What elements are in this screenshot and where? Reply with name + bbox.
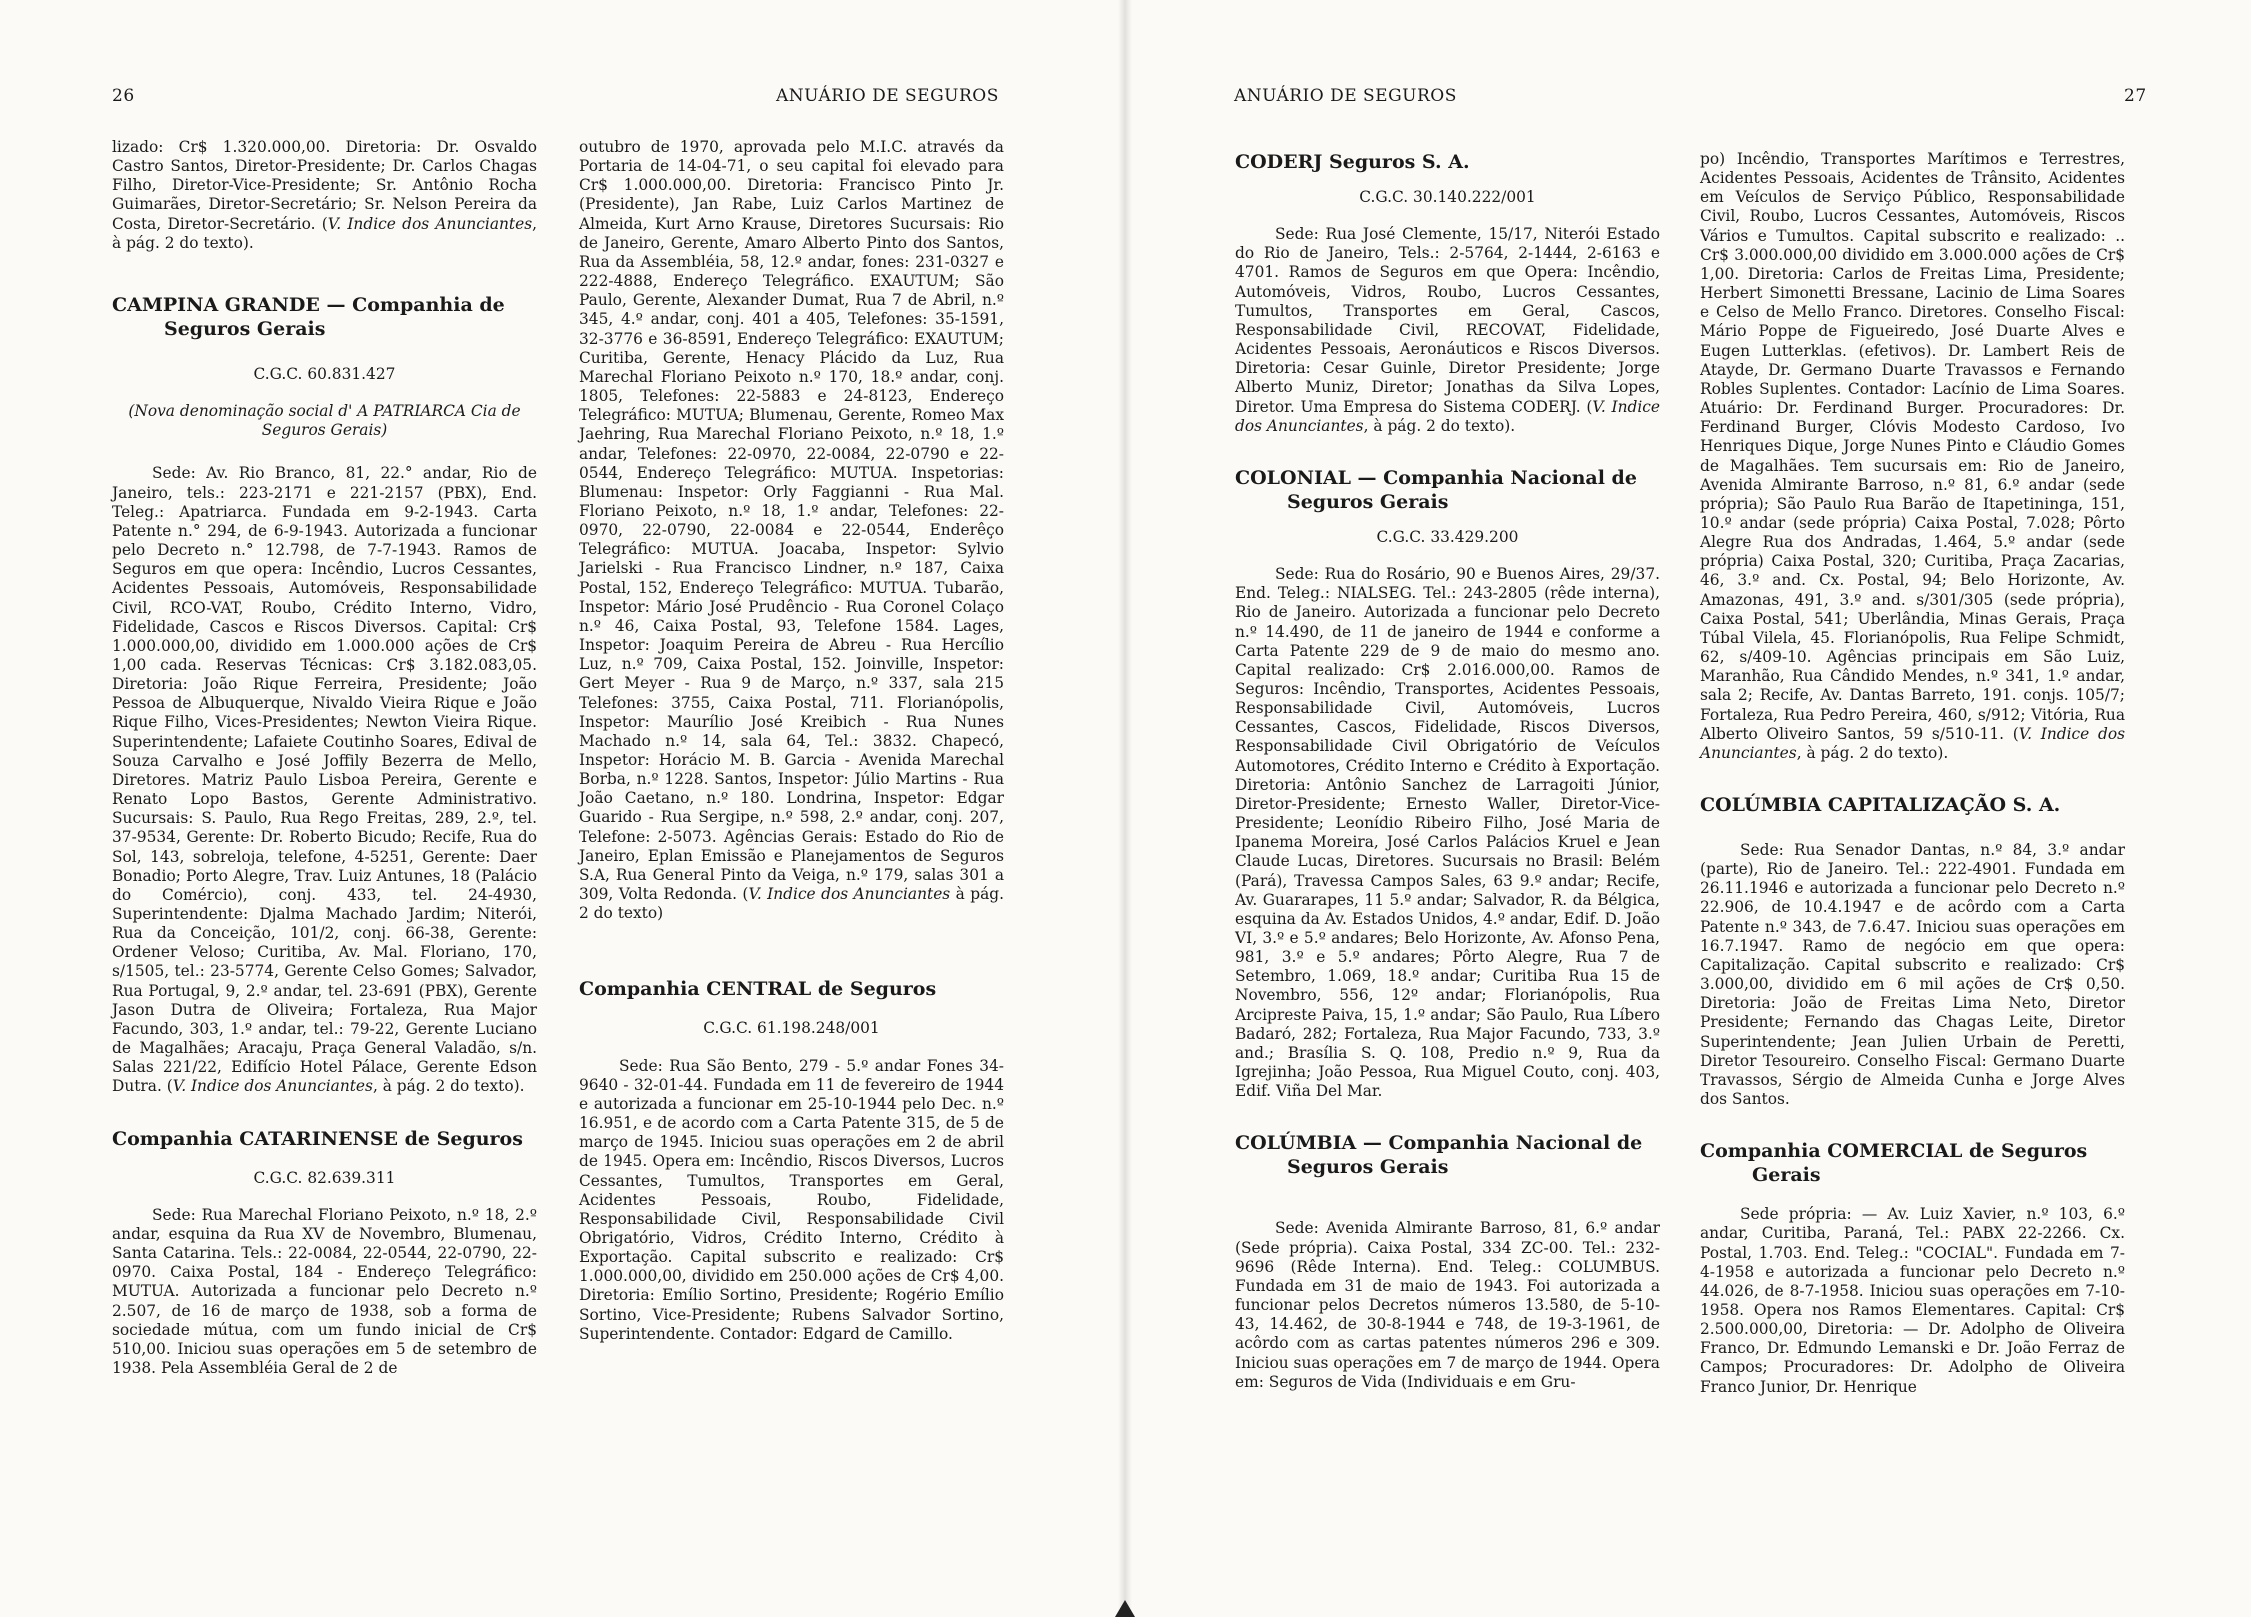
entry-heading-central: Companhia CENTRAL de Seguros xyxy=(579,978,937,1001)
page-number-left: 26 xyxy=(112,86,135,106)
right-page xyxy=(1125,0,2251,1617)
entry-heading-comercial: Companhia COMERCIAL de Seguros Gerais xyxy=(1700,1140,2088,1187)
running-head-right: ANUÁRIO DE SEGUROS xyxy=(1234,86,1457,106)
entry-continuation-catarinense: outubro de 1970, aprovada pelo M.I.C. através da Portaria de 14-04-71, o seu capital foi elevado para Cr$ 1.000.000,00. Diretoria: Francisco Pinto Jr. (Presidente), Jan Rabe, Luiz Carlos Martinez de Almeida, Kurt Arno Krause, Diretores Sucursais: Rio de Janeiro, Gerente, Amaro Alberto Pinto dos Santos, Rua da Assembléia, 58, 12.º andar, fones: 231-0327 e 222-4888, Endereço Telegráfico. EXAUTUM; São Paulo, Gerente, Alexander Dumat, Rua 7 de Abril, n.º 345, 4.º andar, conj. 401 a 405, Telefones: 35-1591, 32-3776 e 36-8591, Endereço Telegráfico: EXAUTUM; Curitiba, Gerente, Henacy Plácido da Luz, Rua Marechal Floriano Peixoto n.º 170, 18.º andar, conj. 1805, Telefones: 22-5883 e 24-8123, Endereço Telegráfico: MUTUA; Blumenau, Gerente, Romeo Max Jaehring, Rua Marechal Floriano Peixoto, n.º 18, 1.º andar, Telefones: 22-0970, 22-0084, 22-0790 e 22-0544, Endereço Telegráfico: MUTUA. Inspetorias: Blumenau: Inspetor: Orly Faggianni - Rua Mal. Floriano Peixoto, n.º 18, 1.º andar, Telefones: 22-0970, 22-0790, 22-0084 e 22-0544, Enderêço Telegráfico: MUTUA. Joacaba, Inspetor: Sylvio Jarielski - Rua Francisco Lindner, n.º 187, Caixa Postal, 152, Endereço Telegráfico: MUTUA. Tubarão, Inspetor: Mário José Prudêncio - Rua Coronel Colaço n.º 46, Caixa Postal, 93, Telefone 1584. Lages, Inspetor: Joaquim Pereira de Abreu - Rua Hercílio Luz, n.º 709, Caixa Postal, 152. Joinville, Inspetor: Gert Meyer - Rua 9 de Março, n.º 337, sala 215 Telefones: 3755, Caixa Postal, 711. Florianópolis, Inspetor: Maurílio José Kreibich - Rua Nunes Machado n.º 14, sala 64, Tel.: 3832. Chapecó, Inspetor: Horácio M. B. Garcia - Avenida Marechal Borba, n.º 1228. Santos, Inspetor: Júlio Martins - Rua João Caetano, n.º 180. Londrina, Inspetor: Edgar Guarido - Rua Sergipe, n.º 598, 2.º andar, conj. 207, Telefone: 2-5073. Agências Gerais: Estado do Rio de Janeiro, Eplan Emissão e Planejamentos de Seguros S.A, Rua General Pinto da Veiga, n.º 179, salas 301 a 309, Volta Redonda. (V. Indice dos Anunciantes à pág. 2 do texto) xyxy=(579,138,1004,923)
entry-body-columbia-capitalizacao: Sede: Rua Senador Dantas, n.º 84, 3.º andar (parte), Rio de Janeiro. Tel.: 222-4901. Fundada em 26.11.1946 e autorizada a funcionar pelo Decreto n.º 22.906, de 10.4.1947 e de acôrdo com a Carta Patente n.º 343, de 7.6.47. Iniciou suas operações em 16.7.1947. Ramo de negócio em que opera: Capitalização. Capital subscrito e realizado: Cr$ 3.000,00, dividido em 6 mil ações de Cr$ 0,50. Diretoria: João de Freitas Lima Neto, Diretor Presidente; Fernando das Chagas Leite, Diretor Superintendente; Jean Julien Urbain de Peretti, Diretor Tesoureiro. Conselho Fiscal: Germano Duarte Travassos, Sérgio de Almeida Cunha e Jorge Alves dos Santos. xyxy=(1700,841,2125,1109)
entry-continuation: lizado: Cr$ 1.320.000,00. Diretoria: Dr. Osvaldo Castro Santos, Diretor-Presidente; Dr. Carlos Chagas Filho, Diretor-Vice-Presidente; Sr. Antônio Rocha Guimarães, Diretor-Secretário; Sr. Nelson Pereira da Costa, Diretor-Secretário. (V. Indice dos Anunciantes, à pág. 2 do texto). xyxy=(112,138,537,252)
entry-heading-catarinense: Companhia CATARINENSE de Seguros xyxy=(112,1127,523,1150)
running-head-left: ANUÁRIO DE SEGUROS xyxy=(776,86,999,106)
left-column-1 xyxy=(112,138,537,1378)
left-column-2 xyxy=(579,138,1004,1344)
cgc-colonial: C.G.C. 33.429.200 xyxy=(1376,527,1519,546)
entry-body-comercial: Sede própria: — Av. Luiz Xavier, n.º 103, 6.º andar, Curitiba, Paraná, Tel.: PABX 22-2266. Cx. Postal, 1.703. End. Teleg.: "COCIAL". Fundada em 7-4-1958 e autorizada a funcionar pelo Decreto n.º 44.026, de 8-7-1958. Iniciou suas operações em 7-10-1958. Opera nos Ramos Elementares. Capital: Cr$ 2.500.000,00, Diretoria: — Dr. Adolpho de Oliveira Franco, Dr. Edmundo Lemanski e Dr. João Ferraz de Campos; Procuradores: Dr. Adolpho de Oliveira Franco Junior, Dr. Henrique xyxy=(1700,1205,2125,1396)
entry-heading-coderj: CODERJ Seguros S. A. xyxy=(1235,151,1470,173)
entry-body-catarinense: Sede: Rua Marechal Floriano Peixoto, n.º 18, 2.º andar, esquina da Rua XV de Novembro, Blumenau, Santa Catarina. Tels.: 22-0084, 22-0544, 22-0790, 22-0970. Caixa Postal, 184 - Endereço Telegráfico: MUTUA. Autorizada a funcionar pelo Decreto n.º 2.507, de 16 de março de 1938, sob a forma de sociedade mútua, com um fundo inicial de Cr$ 510,00. Iniciou suas operações em 5 de setembro de 1938. Pela Assembléia Geral de 2 de xyxy=(112,1205,537,1377)
right-column-2 xyxy=(1700,150,2125,1397)
entry-body-campina-grande: Sede: Av. Rio Branco, 81, 22.° andar, Rio de Janeiro, tels.: 223-2171 e 221-2157 (PBX), End. Teleg.: Apatriarca. Fundada em 9-2-1943. Carta Patente n.° 294, de 6-9-1943. Autorizada a funcionar pelo Decreto n.° 12.798, de 7-7-1943. Ramos de Seguros em que opera: Incêndio, Lucros Cessantes, Acidentes Pessoais, Automóveis, Responsabilidade Civil, RCO-VAT, Roubo, Crédito Interno, Vidro, Fidelidade, Cascos e Riscos Diversos. Capital: Cr$ 1.000.000,00, dividido em 1.000.000 ações de Cr$ 1,00 cada. Reservas Técnicas: Cr$ 3.182.083,05. Diretoria: João Rique Ferreira, Presidente; João Pessoa de Albuquerque, Nivaldo Vieira Rique e João Rique Filho, Vices-Presidentes; Newton Vieira Rique. Superintendente; Lafaiete Coutinho Soares, Edival de Souza Carvalho e José Joffily Bezerra de Mello, Diretores. Matriz Paulo Lisboa Pereira, Gerente e Renato Lopo Bastos, Gerente Administrativo. Sucursais: S. Paulo, Rua Rego Freitas, 289, 2.º, tel. 37-9534, Gerente: Dr. Roberto Bicudo; Recife, Rua do Sol, 143, sobreloja, telefone, 4-5251, Gerente: Daer Bonadio; Porto Alegre, Trav. Luiz Antunes, 18 (Palácio do Comércio), conj. 433, tel. 24-4930, Superintendente: Djalma Machado Jardim; Niterói, Rua da Conceição, 101/2, conj. 66-38, Gerente: Ordener Veloso; Curitiba, Av. Mal. Floriano, 170, s/1505, tel.: 23-5774, Gerente Celso Gomes; Salvador, Rua Portugal, 9, 2.º andar, tel. 23-691 (PBX), Gerente Jason Dutra de Oliveira; Fortaleza, Rua Major Facundo, 303, 1.º andar, tel.: 79-22, Gerente Luciano de Magalhães; Aracaju, Praça General Valadão, s/n. Salas 221/22, Edifício Hotel Pálace, Gerente Edson Dutra. (V. Indice dos Anunciantes, à pág. 2 do texto). xyxy=(112,464,537,1096)
left-page xyxy=(0,0,1125,1617)
entry-heading-columbia: COLÚMBIA — Companhia Nacional de Seguros Gerais xyxy=(1235,1132,1643,1179)
entry-body-coderj: Sede: Rua José Clemente, 15/17, Niterói Estado do Rio de Janeiro, Tels.: 2-5764, 2-1444, 2-6163 e 4701. Ramos de Seguros em que Opera: Incêndio, Automóveis, Vidros, Roubo, Lucros Cessantes, Tumultos, Transportes em Geral, Cascos, Responsabilidade Civil, RECOVAT, Fidelidade, Acidentes Pessoais, Aeronáuticos e Riscos Diversos. Diretoria: Cesar Guinle, Diretor Presidente; Jorge Alberto Muniz, Diretor; Jonathas da Silva Lopes, Diretor. Uma Empresa do Sistema CODERJ. (V. Indice dos Anunciantes, à pág. 2 do texto). xyxy=(1235,225,1661,435)
entry-heading-columbia-capitalizacao: COLÚMBIA CAPITALIZAÇÃO S. A. xyxy=(1700,794,2061,816)
entry-heading-campina-grande: CAMPINA GRANDE — Companhia de Seguros Gerais xyxy=(112,293,505,340)
right-column-1 xyxy=(1235,150,1660,1392)
cgc-campina-grande: C.G.C. 60.831.427 xyxy=(253,364,396,383)
cgc-catarinense: C.G.C. 82.639.311 xyxy=(253,1168,396,1187)
cgc-coderj: C.G.C. 30.140.222/001 xyxy=(1359,188,1536,206)
entry-heading-colonial: COLONIAL — Companhia Nacional de Seguros Gerais xyxy=(1235,466,1637,513)
page-number-right: 27 xyxy=(2124,86,2147,106)
entry-body-central: Sede: Rua São Bento, 279 - 5.º andar Fones 34-9640 - 32-01-44. Fundada em 11 de fevereiro de 1944 e autorizada a funcionar em 25-10-1944 pelo Dec. n.º 16.951, e de acordo com a Carta Patente 315, de 5 de março de 1945. Iniciou suas operações em 2 de abril de 1945. Opera em: Incêndio, Riscos Diversos, Lucros Cessantes, Tumultos, Transportes em Geral, Acidentes Pessoais, Roubo, Fidelidade, Responsabilidade Civil, Responsabilidade Civil Obrigatório, Vidros, Crédito Interno, Crédito à Exportação. Capital subscrito e realizado: Cr$ 1.000.000,00, dividido em 250.000 ações de Cr$ 4,00. Diretoria: Emílio Sortino, Presidente; Rogério Emílio Sortino, Vice-Presidente; Rubens Salvador Sortino, Superintendente. Contador: Edgard de Camillo. xyxy=(579,1056,1004,1343)
entry-continuation-columbia: po) Incêndio, Transportes Marítimos e Terrestres, Acidentes Pessoais, Acidentes de Trânsito, Acidentes em Veículos de Serviço Público, Responsabilidade Civil, Roubo, Lucros Cessantes, Automóveis, Riscos Vários e Tumultos. Capital subscrito e realizado: .. Cr$ 3.000.000,00 dividido em 3.000.000 ações de Cr$ 1,00. Diretoria: Carlos de Freitas Lima, Presidente; Herbert Simonetti Bressane, Lacinio de Lima Soares e Celso de Mello Franco. Diretores. Conselho Fiscal: Mário Poppe de Figueiredo, José Duarte Alves e Eugen Lutterklas. (efetivos). Dr. Lambert Reis de Atayde, Dr. Germano Duarte Travassos e Fernando Robles Suplentes. Contador: Lacínio de Lima Soares. Atuário: Dr. Ferdinand Burger. Procuradores: Dr. Ferdinand Burger, Clóvis Modesto Cardoso, Ivo Henriques Dique, Jorge Nunes Pinto e Cláudio Gomes de Magalhães. Tem sucursais em: Rio de Janeiro, Avenida Almirante Barroso, n.º 81, 6.º andar (sede própria); São Paulo Rua Barão de Itapetininga, 151, 10.º andar (sede própria) Caixa Postal, 7.028; Pôrto Alegre Rua dos Andradas, 1.464, 5.º andar (sede própria) Caixa Postal, 320; Curitiba, Praça Zacarias, 46, 3.º and. Cx. Postal, 94; Belo Horizonte, Av. Amazonas, 491, 3.º and. s/301/305 (sede própria), Caixa Postal, 541; Uberlândia, Minas Gerais, Praça Túbal Vilela, 45. Florianópolis, Rua Felipe Schmidt, 62, s/409-10. Agências principais em São Luiz, Maranhão, Rua Cândido Mendes, n.º 341, 1.º andar, sala 2; Recife, Av. Dantas Barreto, 191. conjs. 105/7; Fortaleza, Rua Pedro Pereira, 460, s/912; Vitória, Rua Alberto Oliveiro Santos, 59 s/510-11. (V. Indice dos Anunciantes, à pág. 2 do texto). xyxy=(1700,150,2125,762)
binding-mark-icon xyxy=(1115,1600,1135,1617)
cgc-central: C.G.C. 61.198.248/001 xyxy=(703,1019,880,1038)
note-campina-grande: (Nova denominação social d' A PATRIARCA Cia de Seguros Gerais) xyxy=(128,402,521,440)
entry-body-columbia: Sede: Avenida Almirante Barroso, 81, 6.º andar (Sede própria). Caixa Postal, 334 ZC-00. Tel.: 232-9696 (Rêde Interna). End. Teleg.: COLUMBUS. Fundada em 31 de maio de 1943. Foi autorizada a funcionar pelos Decretos números 13.580, de 5-10-43, 14.462, de 30-8-1944 e 748, de 19-3-1961, de acôrdo com as cartas patentes números 296 e 309. Iniciou suas operações em 7 de março de 1944. Opera em: Seguros de Vida (Individuais e em Gru- xyxy=(1235,1219,1660,1391)
entry-body-colonial: Sede: Rua do Rosário, 90 e Buenos Aires, 29/37. End. Teleg.: NIALSEG. Tel.: 243-2805 (rêde interna), Rio de Janeiro. Autorizada a funcionar pelo Decreto n.º 14.490, de 11 de janeiro de 1944 e conforme a Carta Patente 229 de 9 de maio do mesmo ano. Capital realizado: Cr$ 2.016.000,00. Ramos de Seguros: Incêndio, Transportes, Acidentes Pessoais, Responsabilidade Civil, Automóveis, Lucros Cessantes, Cascos, Fidelidade, Riscos Diversos, Responsabilidade Civil Obrigatório de Veículos Automotores, Crédito Interno e Crédito à Exportação. Diretoria: Antônio Sanchez de Larragoiti Júnior, Diretor-Presidente; Ernesto Waller, Diretor-Vice-Presidente; Leonídio Ribeiro Filho, José Maria de Ipanema Moreira, José Carlos Palácios Kruel e Jean Claude Lucas, Diretores. Sucursais no Brasil: Belém (Pará), Travessa Campos Sales, 63 9.º andar; Recife, Av. Guararapes, 11 5.º andar; Salvador, R. da Bélgica, esquina da Av. Estados Unidos, 4.º andar, Edif. D. João VI, 3.º e 5.º andares; Belo Horizonte, Av. Afonso Pena, 981, 3.º e 5.º andares; Pôrto Alegre, Rua 7 de Setembro, 1.069, 18.º andar; Curitiba Rua 15 de Novembro, 556, 12º andar; Florianópolis, Rua Arcipreste Paiva, 15, 1.º andar; São Paulo, Rua Líbero Badaró, 282; Fortaleza, Rua Major Facundo, 733, 3.º and.; Brasília S. Q. 108, Predio n.º 9, Rua da Igrejinha; João Pessoa, Rua Miguel Couto, conj. 403, Edif. Viña Del Mar. xyxy=(1235,565,1660,1101)
